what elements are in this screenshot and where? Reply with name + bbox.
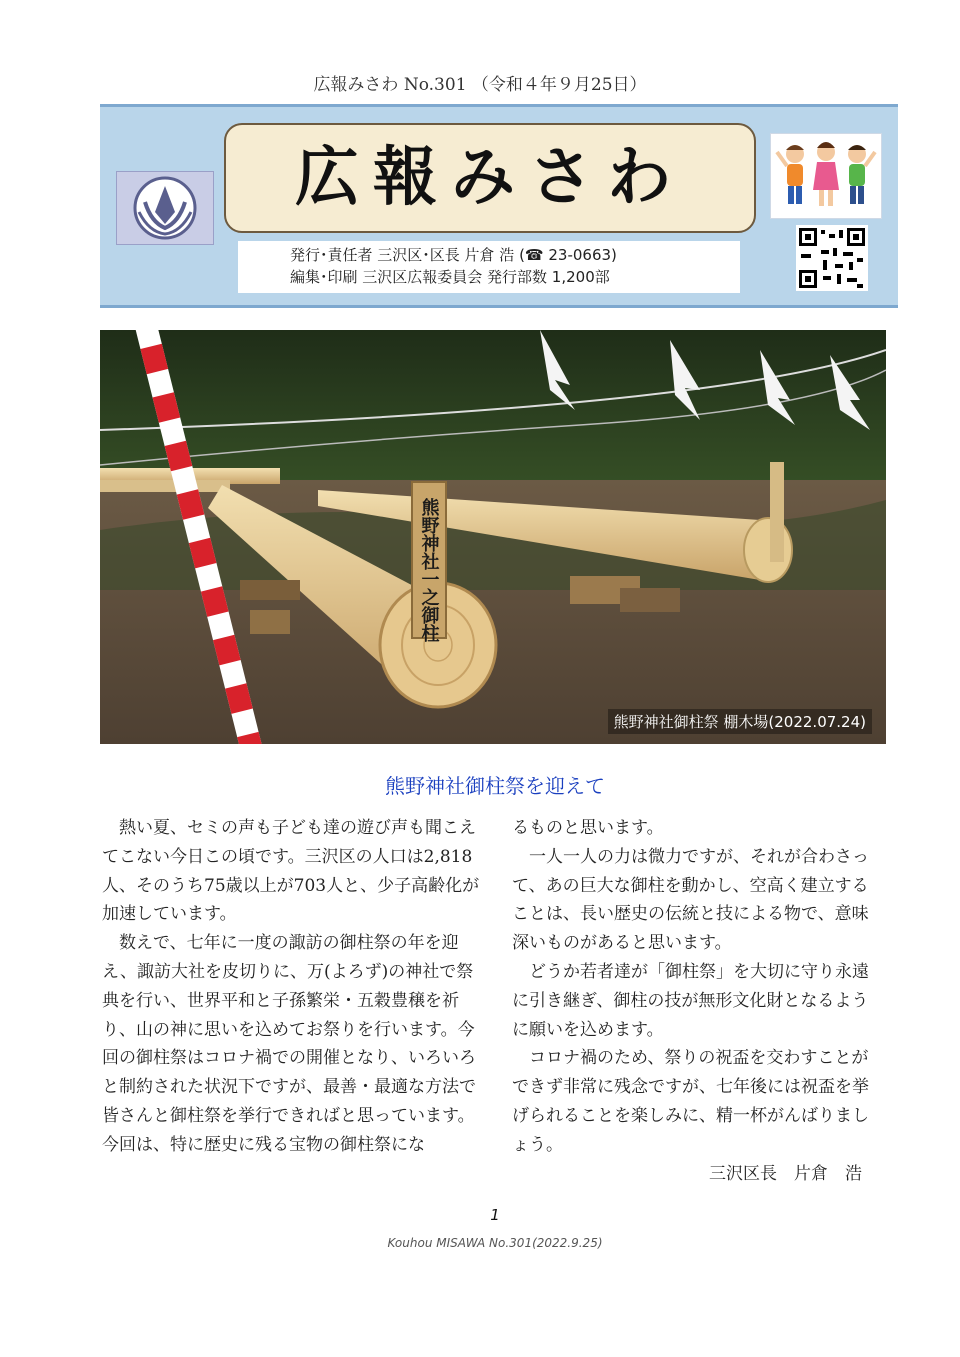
paragraph: 熱い夏、セミの声も子ども達の遊び声も聞こえてこない今日この頃です。三沢区の人口は2,818人、そのうち75歳以上が703人と、少子高齢化が加速しています。	[102, 818, 480, 925]
paragraph: 数えで、七年に一度の諏訪の御柱祭の年を迎え、諏訪大社を皮切りに、万(よろず)の神社で祭典を行い、世界平和と子孫繁栄・五穀豊穣を祈り、山の神に思いを込めてお祭りを行います。今回の御柱祭はコロナ禍での開催となり、いろいろと制約された状況下ですが、最善・最適な方法で皆さんと御柱祭を挙行できればと思っています。今回は、特に歴史に残る宝物の御柱祭にな	[102, 933, 476, 1155]
paragraph: コロナ禍のため、祭りの祝盃を交わすことができず非常に残念ですが、七年後には祝盃を挙げられることを楽しみに、精一杯がんばりましょう。	[512, 1048, 869, 1155]
paragraph: どうか若者達が「御柱祭」を大切に守り永遠に引き継ぎ、御柱の技が無形文化財となるように願いを込めます。	[512, 961, 869, 1040]
qr-code[interactable]	[796, 225, 868, 291]
editor-line: 編集･印刷 三沢区広報委員会 発行部数 1,200部	[290, 268, 610, 286]
pillar-plaque-text: 熊野神社一之御柱	[418, 498, 440, 642]
article-column-right	[512, 814, 884, 1188]
publication-footer: Kouhou MISAWA No.301(2022.9.25)	[387, 1236, 603, 1250]
paragraph: るものと思います。	[512, 818, 664, 838]
newsletter-title: 広報みさわ	[295, 141, 685, 215]
article-column-left	[102, 814, 488, 1160]
town-emblem-logo	[116, 171, 214, 245]
publisher-line: 発行･責任者 三沢区･区長 片倉 浩 (☎ 23-0663)	[290, 246, 617, 264]
publisher-info	[238, 241, 740, 293]
article-title: 熊野神社御柱祭を迎えて	[385, 774, 605, 798]
page-number: 1	[490, 1206, 500, 1224]
masthead	[100, 104, 898, 308]
children-illustration	[770, 133, 882, 219]
issue-line: 広報みさわ No.301 （令和４年９月25日）	[313, 75, 647, 95]
title-banner	[224, 123, 756, 233]
paragraph: 一人一人の力は微力ですが、それが合わさって、あの巨大な御柱を動かし、空高く建立することは、長い歴史の伝統と技による物で、意味深いものがあると思います。	[512, 846, 869, 954]
photo-caption: 熊野神社御柱祭 棚木場(2022.07.24)	[608, 709, 872, 734]
festival-photo	[100, 330, 886, 744]
author-signature: 三沢区長 片倉 浩	[709, 1163, 862, 1184]
